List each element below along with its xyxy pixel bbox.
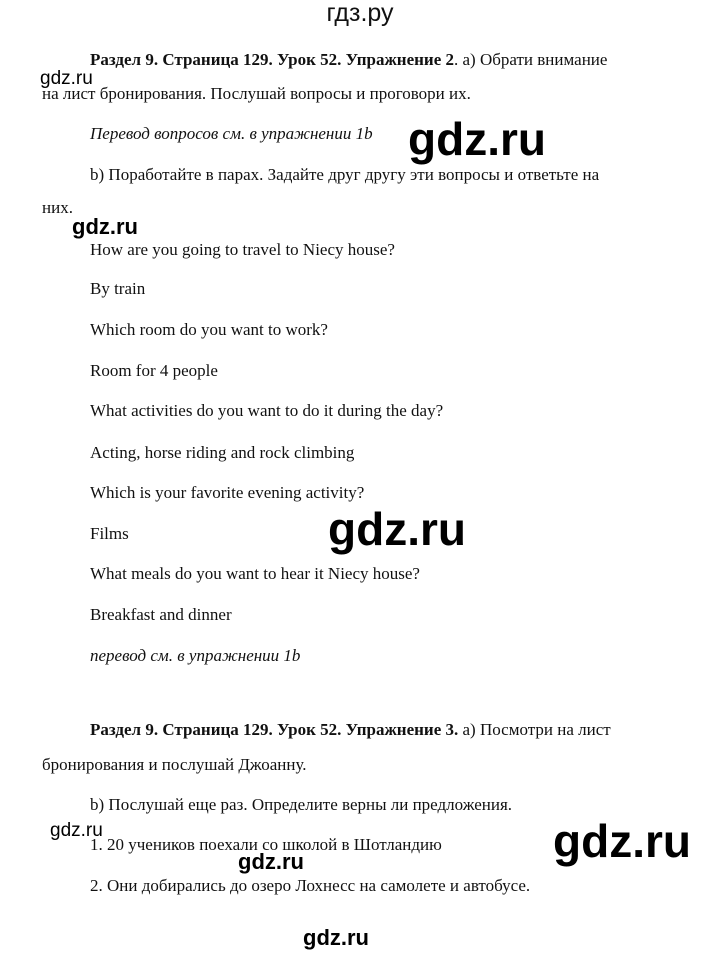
exercise-3-task-b: b) Послушай еще раз. Определите верны ли предложения. <box>90 795 513 814</box>
watermark-logo: gdz.ru <box>40 68 93 89</box>
exercise-2-task-b-line-1: b) Поработайте в парах. Задайте друг другу эти вопросы и ответьте на <box>90 165 600 184</box>
exercise-2-heading-line <box>90 50 607 70</box>
exercise-2-task-a: . a) Обрати внимание <box>454 50 608 69</box>
site-title: гдз.ру <box>326 0 394 27</box>
watermark-logo: gdz.ru <box>553 815 691 867</box>
exercise-2-footer-note: перевод см. в упражнении 1b <box>90 646 301 665</box>
watermark-logo: gdz.ru <box>328 503 466 555</box>
watermark-logo: gdz.ru <box>303 925 369 950</box>
exercise-3-statement: 2. Они добирались до озеро Лохнесс на самолете и автобусе. <box>90 876 531 895</box>
dialog-question: Which room do you want to work? <box>90 320 328 339</box>
dialog-answer: By train <box>90 279 146 298</box>
dialog-answer: Acting, horse riding and rock climbing <box>90 443 355 462</box>
dialog-answer: Room for 4 people <box>90 361 218 380</box>
exercise-3-line-2: бронирования и послушай Джоанну. <box>42 755 307 774</box>
watermark-logo: gdz.ru <box>238 849 304 874</box>
dialog-question: Which is your favorite evening activity? <box>90 483 365 502</box>
exercise-3-heading: Раздел 9. Страница 129. Урок 52. Упражнение 3. <box>90 720 459 739</box>
dialog-question: How are you going to travel to Niecy house? <box>90 240 395 259</box>
watermark-logo: gdz.ru <box>50 820 103 841</box>
dialog-answer: Films <box>90 524 129 543</box>
dialog-question: What activities do you want to do it during the day? <box>90 401 444 420</box>
exercise-2-translation-note: Перевод вопросов см. в упражнении 1b <box>90 124 373 143</box>
exercise-3-statement: 1. 20 учеников поехали со школой в Шотландию <box>90 835 442 854</box>
dialog-answer: Breakfast and dinner <box>90 605 232 624</box>
exercise-2-line-2: на лист бронирования. Послушай вопросы и проговори их. <box>42 84 471 103</box>
watermark-logo: gdz.ru <box>72 214 138 239</box>
dialog-question: What meals do you want to hear it Niecy house? <box>90 564 420 583</box>
watermark-logo: gdz.ru <box>408 113 546 165</box>
exercise-2-task-b-line-2: них. <box>42 198 73 217</box>
exercise-3-task-a: a) Посмотри на лист <box>458 720 611 739</box>
exercise-3-heading-line <box>90 720 611 740</box>
exercise-2-heading: Раздел 9. Страница 129. Урок 52. Упражнение 2 <box>90 50 455 69</box>
